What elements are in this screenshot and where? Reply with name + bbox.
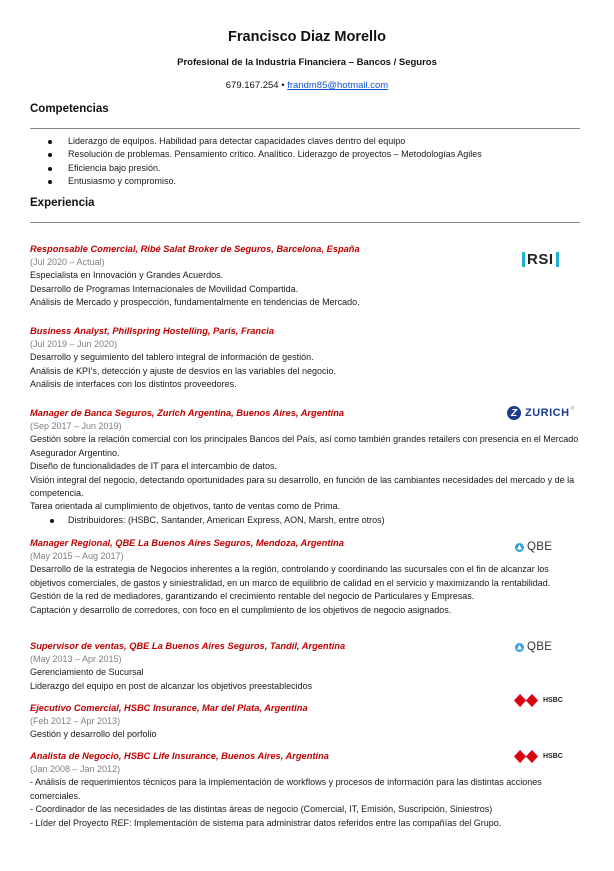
candidate-name: Francisco Diaz Morello bbox=[228, 29, 386, 45]
qbe-logo bbox=[515, 541, 552, 553]
rsi-logo bbox=[520, 251, 561, 268]
job-entry bbox=[30, 702, 580, 742]
job-dates: (Sep 2017 – Jun 2019) bbox=[30, 421, 122, 431]
job-title: Ejecutivo Comercial, HSBC Insurance, Mar del Plata, Argentina bbox=[30, 703, 308, 713]
job-title: Manager Regional, QBE La Buenos Aires Seguros, Mendoza, Argentina bbox=[30, 538, 344, 548]
job-dates: (Feb 2012 – Apr 2013) bbox=[30, 716, 121, 726]
job-entry bbox=[30, 325, 580, 392]
section-title-competencias: Competencias bbox=[30, 103, 109, 115]
job-description-line: Visión integral del negocio, detectando oportunidades para su desarrollo, en función de las cambiantes necesidades del mercado y de la competencia. bbox=[30, 474, 575, 498]
job-title: Manager de Banca Seguros, Zurich Argentina, Buenos Aires, Argentina bbox=[30, 408, 345, 418]
hsbc-logo bbox=[514, 694, 563, 707]
competencias-list bbox=[46, 135, 482, 188]
qbe-mark-icon bbox=[515, 643, 524, 652]
job-description-line: Análisis de KPI’s, detección y ajuste de desvíos en las variables del negocio. bbox=[30, 365, 337, 376]
job-description-line: - Análisis de requerimientos técnicos para la implementación de workflows y procesos de información para las distintas acciones comerciales. bbox=[30, 777, 542, 801]
contact-line bbox=[0, 80, 614, 91]
competencia-item: Resolución de problemas. Pensamiento crítico. Analítico. Liderazgo de proyectos – Metodologías Agiles bbox=[46, 148, 482, 161]
job-description-line: Desarrollo de Programas Internacionales de Movilidad Compartida. bbox=[30, 283, 299, 294]
job-description-line: Especialista en Innovación y Grandes Acuerdos. bbox=[30, 270, 224, 281]
zurich-logo bbox=[507, 406, 574, 420]
job-description-line: Diseño de funcionalidades de IT para el intercambio de datos. bbox=[30, 461, 277, 472]
candidate-subtitle: Profesional de la Industria Financiera – Bancos / Seguros bbox=[177, 57, 437, 68]
hsbc-hexagon-icon bbox=[514, 694, 538, 707]
job-description-line: Gestión de la red de mediadores, garantizando el crecimiento rentable del negocio de Particulares y Empresas. bbox=[30, 591, 475, 602]
job-description-line: Gerenciamiento de Sucursal bbox=[30, 667, 144, 678]
email-link[interactable]: frandm85@hotmail.com bbox=[287, 80, 389, 91]
qbe-logo-text: QBE bbox=[527, 541, 553, 553]
job-description-line: Gestión y desarrollo del porfolio bbox=[30, 729, 157, 740]
phone-number: 679.167.254 bbox=[225, 80, 279, 91]
job-dates: (May 2013 – Apr 2015) bbox=[30, 654, 122, 664]
rsi-bar-right bbox=[556, 252, 559, 267]
job-description-line: Gestión sobre la relación comercial con los principales Bancos del País, así como también grandes retailers con presencia en el Mercado Asegurador Argentino. bbox=[30, 434, 579, 458]
contact-separator: • bbox=[281, 80, 285, 91]
zurich-logo-text: ZURICH bbox=[525, 407, 570, 419]
job-bullet-list bbox=[30, 514, 580, 527]
qbe-logo bbox=[515, 641, 552, 653]
qbe-mark-icon bbox=[515, 543, 524, 552]
job-dates: (Jul 2019 – Jun 2020) bbox=[30, 339, 118, 349]
section-title-experiencia: Experiencia bbox=[30, 197, 95, 209]
job-title: Analista de Negocio, HSBC Life Insurance, Buenos Aires, Argentina bbox=[30, 751, 329, 761]
competencia-item: Entusiasmo y compromiso. bbox=[46, 175, 482, 188]
job-entry bbox=[30, 537, 580, 617]
job-description-line: - Coordinador de las necesidades de las distintas áreas de negocio (Comercial, IT, Emisión, Suscripción, Siniestros) bbox=[30, 804, 493, 815]
zurich-z-icon: Z bbox=[507, 406, 521, 420]
job-entry bbox=[30, 750, 580, 830]
qbe-logo-text: QBE bbox=[527, 641, 553, 653]
job-description-line: Liderazgo del equipo en post de alcanzar los objetivos preestablecidos bbox=[30, 680, 313, 691]
job-description-line: Análisis de Mercado y prospección, fundamentalmente en tendencias de Mercado. bbox=[30, 297, 360, 308]
job-dates: (Jan 2008 – Jan 2012) bbox=[30, 764, 121, 774]
job-title: Business Analyst, Phillspring Hostelling, París, Francia bbox=[30, 326, 275, 336]
rsi-bar-left bbox=[522, 252, 525, 267]
job-dates: (Jul 2020 – Actual) bbox=[30, 257, 105, 267]
hsbc-hexagon-icon bbox=[514, 750, 538, 763]
hsbc-logo bbox=[514, 750, 563, 763]
job-description-line: Tarea orientada al cumplimiento de objetivos, tanto de ventas como de Prima. bbox=[30, 501, 341, 512]
job-dates: (May 2015 – Aug 2017) bbox=[30, 551, 124, 561]
job-entry bbox=[30, 407, 580, 527]
hsbc-logo-text: HSBC bbox=[543, 753, 563, 760]
job-title: Responsable Comercial, Ribé Salat Broker de Seguros, Barcelona, España bbox=[30, 244, 360, 254]
job-title: Supervisor de ventas, QBE La Buenos Aires Seguros, Tandil, Argentina bbox=[30, 641, 346, 651]
job-description-line: Desarrollo de la estrategia de Negocios inherentes a la región, controlando y coordinando las sucursales con el fin de alcanzar los objetivos comerciales, de gastos y siniestralidad, en un marco de equilibrio de calidad en el servicio y maximizando la rentabilidad. bbox=[30, 564, 551, 588]
job-description-line: - Líder del Proyecto REF: Implementación de sistema para administrar datos referidos entre las compañías del Grupo. bbox=[30, 817, 502, 828]
competencia-item: Liderazgo de equipos. Habilidad para detectar capacidades claves dentro del equipo bbox=[46, 135, 482, 148]
job-bullet-item: Distribuidores: (HSBC, Santander, American Express, AON, Marsh, entre otros) bbox=[30, 514, 580, 527]
rsi-logo-text: RSI bbox=[527, 251, 554, 268]
job-description-line: Captación y desarrollo de corredores, con foco en el cumplimiento de los objetivos de negocio asignados. bbox=[30, 604, 452, 615]
job-entry bbox=[30, 243, 580, 310]
registered-mark-icon: ® bbox=[570, 406, 575, 412]
section-divider bbox=[30, 128, 580, 129]
competencia-item: Eficiencia bajo presión. bbox=[46, 162, 482, 175]
job-entry bbox=[30, 640, 580, 693]
job-description-line: Análisis de interfaces con los distintos proveedores. bbox=[30, 379, 237, 390]
hsbc-logo-text: HSBC bbox=[543, 697, 563, 704]
job-description-line: Desarrollo y seguimiento del tablero integral de información de gestión. bbox=[30, 352, 314, 363]
section-divider bbox=[30, 222, 580, 223]
